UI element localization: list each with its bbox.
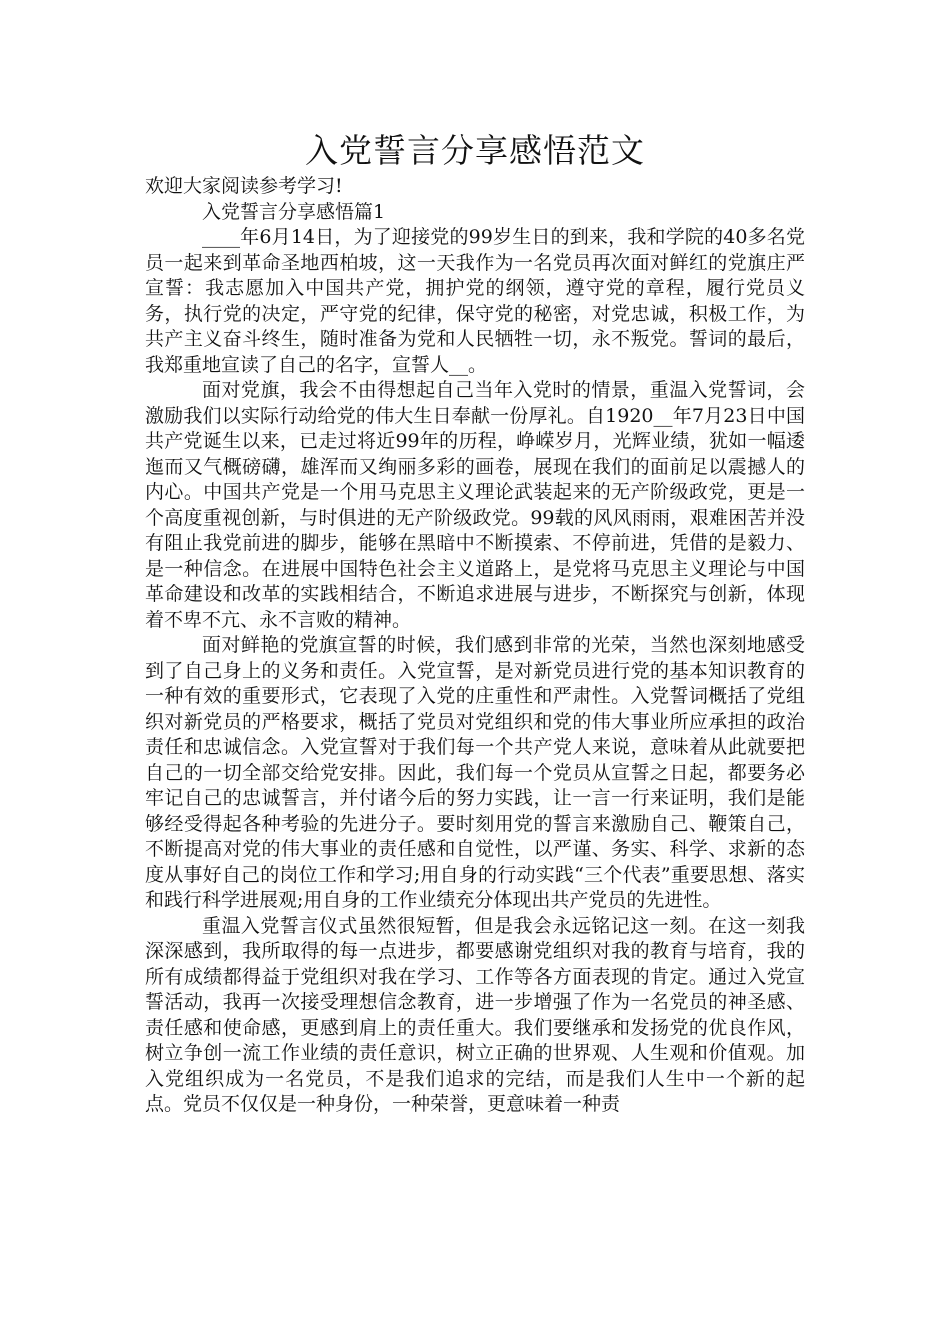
paragraph-3: 面对鲜艳的党旗宣誓的时候，我们感到非常的光荣，当然也深刻地感受到了自己身上的义务和责任。入党宣誓，是对新党员进行党的基本知识教育的一种有效的重要形式，它表现了入党的庄重性和严肃性。入党誓词概括了党组织对新党员的严格要求，概括了党员对党组织和党的伟大事业所应承担的政治责任和忠诚信念。入党宣誓对于我们每一个共产党人来说，意味着从此就要把自己的一切全部交给党安排。因此，我们每一个党员从宣誓之日起，都要务必牢记自己的忠诚誓言，并付诸今后的努力实践，让一言一行来证明，我们是能够经受得起各种考验的先进分子。要时刻用党的誓言来激励自己、鞭策自己，不断提高对党的伟大事业的责任感和自觉性，以严谨、务实、科学、求新的态度从事好自己的岗位工作和学习;用自身的行动实践“三个代表”重要思想、落实和践行科学进展观;用自身的工作业绩充分体现出共产党员的先进性。 — [145, 634, 805, 911]
intro-line: 欢迎大家阅读参考学习! — [145, 175, 343, 197]
document-page — [145, 128, 805, 1118]
section-heading: 入党誓言分享感悟篇1 — [202, 200, 386, 223]
page-title: 入党誓言分享感悟范文 — [305, 131, 645, 170]
paragraph-4: 重温入党誓言仪式虽然很短暂，但是我会永远铭记这一刻。在这一刻我深深感到，我所取得的每一点进步，都要感谢党组织对我的教育与培育，我的所有成绩都得益于党组织对我在学习、工作等各方面表现的肯定。通过入党宣誓活动，我再一次接受理想信念教育，进一步增强了作为一名党员的神圣感、责任感和使命感，更感到肩上的责任重大。我们要继承和发扬党的优良作风，树立争创一流工作业绩的责任意识，树立正确的世界观、人生观和价值观。加入党组织成为一名党员，不是我们追求的完结，而是我们人生中一个新的起点。党员不仅仅是一种身份，一种荣誉，更意味着一种责 — [145, 914, 805, 1115]
paragraph-2: 面对党旗，我会不由得想起自己当年入党时的情景，重温入党誓词，会激励我们以实际行动给党的伟大生日奉献一份厚礼。自1920__年7月23日中国共产党诞生以来，已走过将近99年的历程，峥嵘岁月，光辉业绩，犹如一幅逶迤而又气概磅礴，雄浑而又绚丽多彩的画卷，展现在我们的面前足以震撼人的内心。中国共产党是一个用马克思主义理论武装起来的无产阶级政党，更是一个高度重视创新，与时俱进的无产阶级政党。99载的风风雨雨，艰难困苦并没有阻止我党前进的脚步，能够在黑暗中不断摸索、不停前进，凭借的是毅力、是一种信念。在进展中国特色社会主义道路上，是党将马克思主义理论与中国革命建设和改革的实践相结合，不断追求进展与进步，不断探究与创新，体现着不卑不亢、永不言败的精神。 — [145, 379, 805, 631]
paragraph-1: ____年6月14日，为了迎接党的99岁生日的到来，我和学院的40多名党员一起来到革命圣地西柏坡，这一天我作为一名党员再次面对鲜红的党旗庄严宣誓：我志愿加入中国共产党，拥护党的纲领，遵守党的章程，履行党员义务，执行党的决定，严守党的纪律，保守党的秘密，对党忠诚，积极工作，为共产主义奋斗终生，随时准备为党和人民牺牲一切，永不叛党。誓词的最后，我郑重地宣读了自己的名字，宣誓人__。 — [145, 226, 805, 376]
